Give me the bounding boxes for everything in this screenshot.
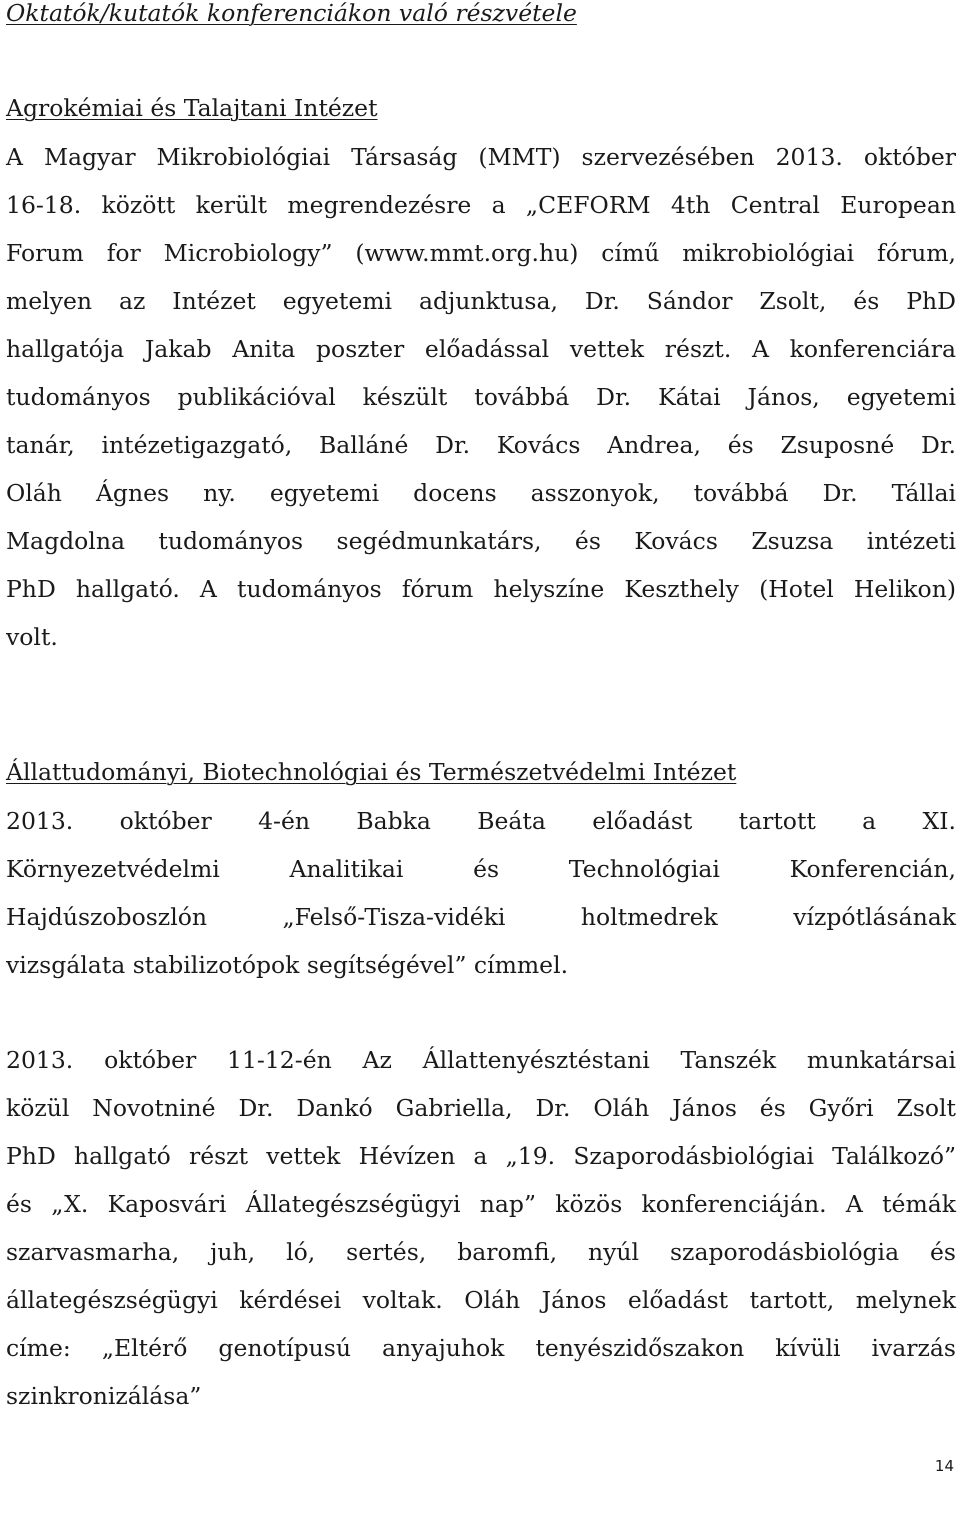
text-line: szinkronizálása” (6, 1382, 202, 1410)
text-line: 16-18. között került megrendezésre a „CEFORM 4th Central European (6, 191, 956, 219)
text-line: A Magyar Mikrobiológiai Társaság (MMT) szervezésében 2013. október (6, 143, 956, 171)
paragraph-animal-science-babka (6, 797, 956, 989)
text-line: tudományos publikációval készült továbbá Dr. Kátai János, egyetemi (6, 383, 956, 411)
text-line: Magdolna tudományos segédmunkatárs, és Kovács Zsuzsa intézeti (6, 527, 956, 555)
text-line: PhD hallgató részt vettek Hévízen a „19. Szaporodásbiológiai Találkozó” (6, 1142, 956, 1170)
text-line: állategészségügyi kérdései voltak. Oláh János előadást tartott, melynek (6, 1286, 956, 1314)
text-line: Oláh Ágnes ny. egyetemi docens asszonyok, továbbá Dr. Tállai (6, 479, 956, 507)
text-line: tanár, intézetigazgató, Balláné Dr. Kovács Andrea, és Zsuposné Dr. (6, 431, 956, 459)
page-number: 14 (934, 1457, 954, 1475)
text-line: és „X. Kaposvári Állategészségügyi nap” közös konferenciáján. A témák (6, 1190, 956, 1218)
text-line: közül Novotniné Dr. Dankó Gabriella, Dr. Oláh János és Győri Zsolt (6, 1094, 956, 1122)
paragraph-animal-science-heviz (6, 1036, 956, 1420)
text-line: melyen az Intézet egyetemi adjunktusa, Dr. Sándor Zsolt, és PhD (6, 287, 956, 315)
section-heading: Oktatók/kutatók konferenciákon való részvétele (6, 0, 577, 27)
text-line: 2013. október 11-12-én Az Állattenyésztéstani Tanszék munkatársai (6, 1046, 956, 1074)
text-line: hallgatója Jakab Anita poszter előadással vettek részt. A konferenciára (6, 335, 956, 363)
text-line: vizsgálata stabilizotópok segítségével” címmel. (6, 951, 569, 979)
paragraph-agrochemistry-ceform (6, 133, 956, 661)
text-line: PhD hallgató. A tudományos fórum helyszíne Keszthely (Hotel Helikon) (6, 575, 956, 603)
text-line: 2013. október 4-én Babka Beáta előadást tartott a XI. (6, 807, 956, 835)
text-line: címe: „Eltérő genotípusú anyajuhok tenyészidőszakon kívüli ivarzás (6, 1334, 956, 1362)
institute-heading-animal-science: Állattudományi, Biotechnológiai és Természetvédelmi Intézet (6, 758, 737, 786)
institute-heading-agrochemistry: Agrokémiai és Talajtani Intézet (6, 94, 378, 122)
text-line: Hajdúszoboszlón „Felső-Tisza-vidéki holtmedrek vízpótlásának (6, 903, 956, 931)
text-line: Forum for Microbiology” (www.mmt.org.hu) című mikrobiológiai fórum, (6, 239, 956, 267)
text-line: Környezetvédelmi Analitikai és Technológiai Konferencián, (6, 855, 956, 883)
text-line: szarvasmarha, juh, ló, sertés, baromfi, nyúl szaporodásbiológia és (6, 1238, 956, 1266)
text-line: volt. (6, 623, 58, 651)
